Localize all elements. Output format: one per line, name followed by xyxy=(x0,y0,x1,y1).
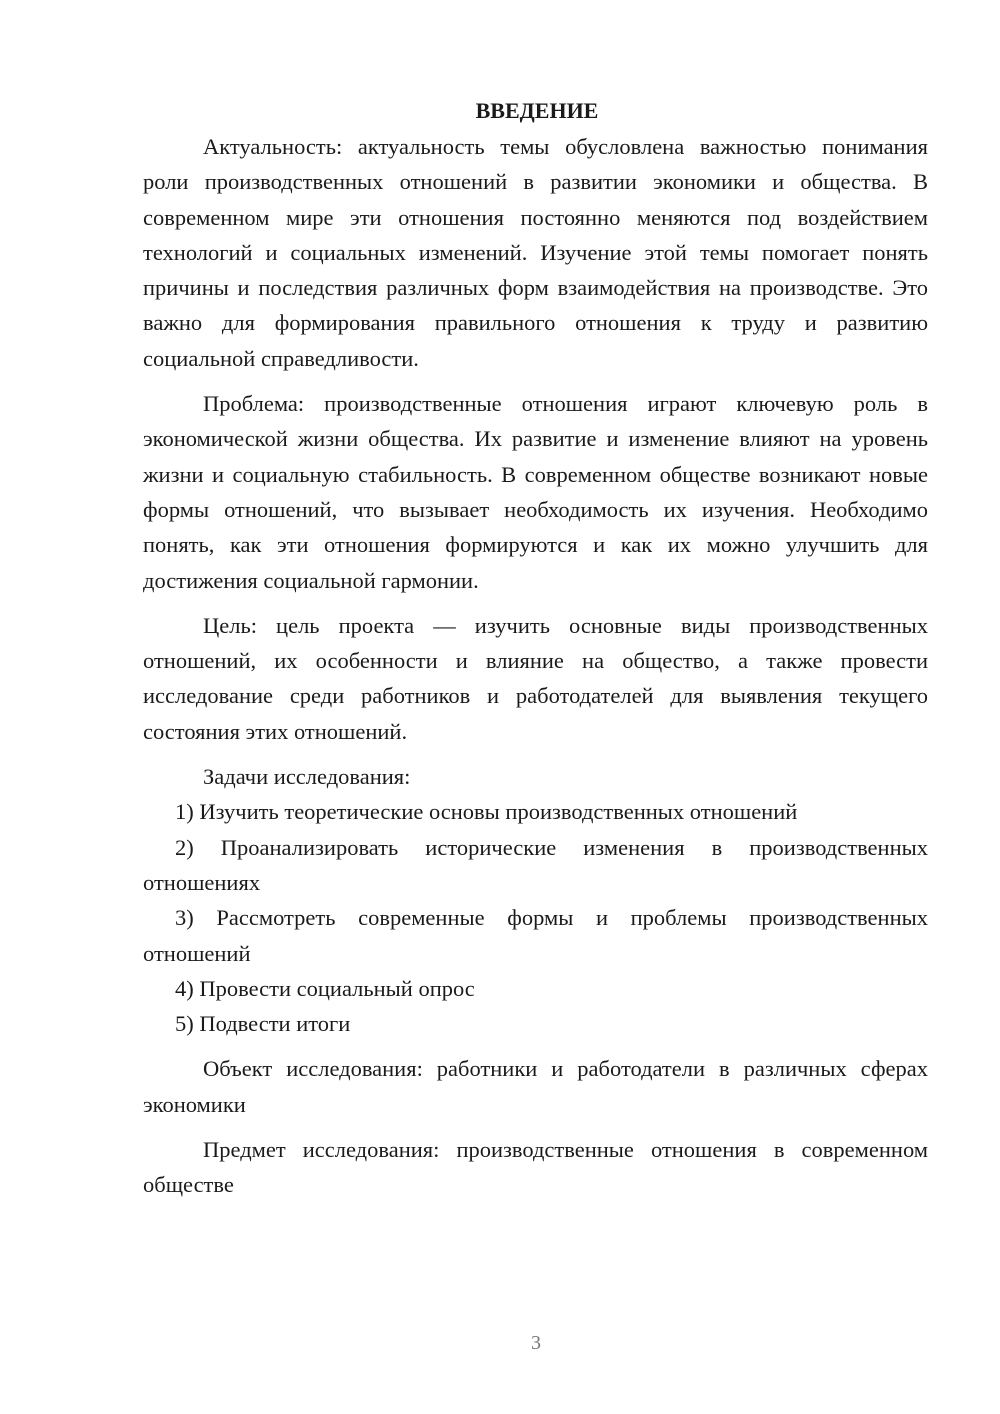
list-item: 1) Изучить теоретические основы производственных отношений xyxy=(175,799,798,825)
list-item: 4) Провести социальный опрос xyxy=(175,975,475,1001)
page-title: ВВЕДЕНИЕ xyxy=(475,98,599,123)
tasks-heading: Задачи исследования: xyxy=(203,764,411,790)
page-number: 3 xyxy=(531,1332,541,1354)
paragraph-relevance: Актуальность: актуальность темы обусловлена важностью понимания роли производственных отношений в развитии экономики и общества. В современном мире эти отношения постоянно меняются под воздействием технологий и социальных изменений. Изучение этой темы помогает понять причины и последствия различных форм взаимодействия на производстве. Это важно для формирования правильного отношения к труду и развитию социальной справедливости. xyxy=(143,134,928,371)
paragraph-problem: Проблема: производственные отношения играют ключевую роль в экономической жизни общества. Их развитие и изменение влияют на уровень жизни и социальную стабильность. В современном обществе возникают новые формы отношений, что вызывает необходимость их изучения. Необходимо понять, как эти отношения формируются и как их можно улучшить для достижения социальной гармонии. xyxy=(143,391,928,593)
document-body xyxy=(143,94,928,1203)
paragraph-object: Объект исследования: работники и работодатели в различных сферах экономики xyxy=(143,1056,928,1117)
list-item: 5) Подвести итоги xyxy=(175,1011,351,1037)
tasks-list xyxy=(143,794,928,1041)
list-item: 3) Рассмотреть современные формы и проблемы производственных отношений xyxy=(143,905,928,966)
paragraph-goal: Цель: цель проекта — изучить основные виды производственных отношений, их особенности и влияние на общество, а также провести исследование среди работников и работодателей для выявления текущего состояния этих отношений. xyxy=(143,612,928,744)
paragraph-subject: Предмет исследования: производственные отношения в современном обществе xyxy=(143,1137,928,1198)
list-item: 2) Проанализировать исторические изменения в производственных отношениях xyxy=(143,834,928,895)
